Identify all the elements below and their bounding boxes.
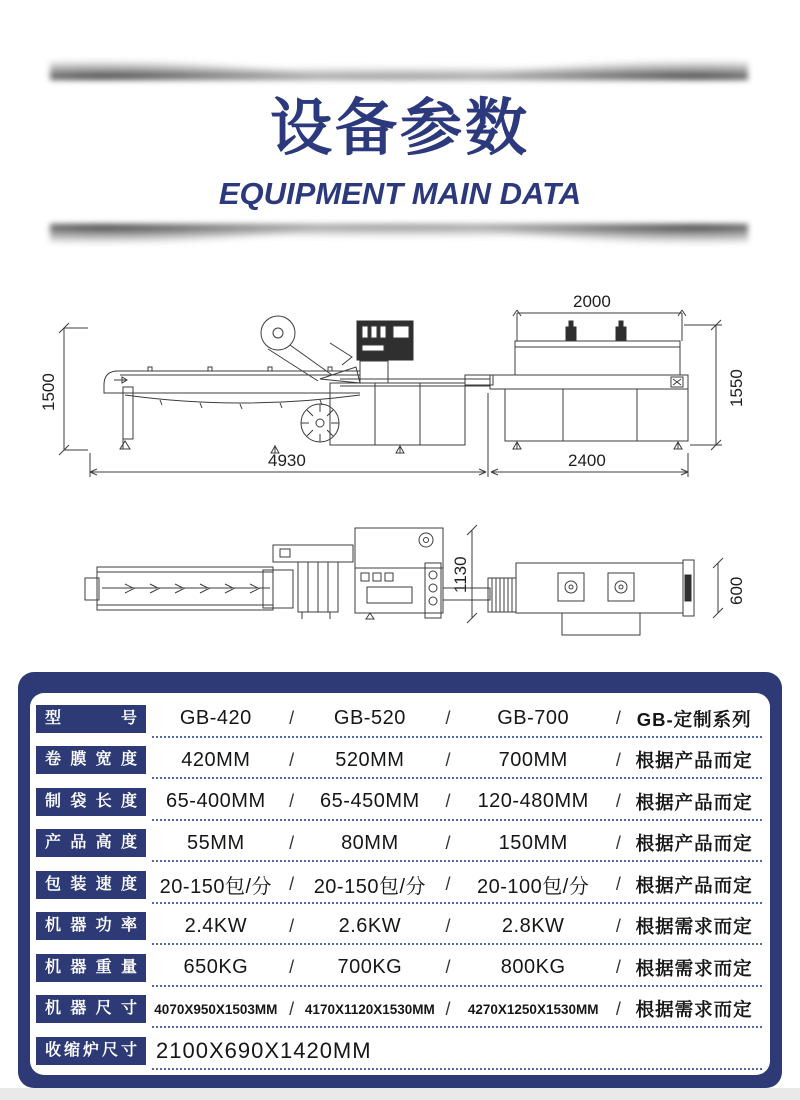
column-separator: / [615,791,621,812]
column-separator: / [615,957,621,978]
dimension-1130 [451,525,477,623]
infeed-conveyor-top [85,567,273,610]
svg-text:600: 600 [727,576,746,605]
row-label: 收缩炉尺寸 [36,1037,146,1065]
cell-value: 4070X950X1503MM [154,1001,278,1017]
table-row-bag-length [30,781,770,823]
cell-value: 420MM [181,748,251,771]
control-panel [357,321,413,360]
cell-value: GB-定制系列 [636,708,752,730]
table-row-film-width [30,740,770,782]
row-label: 包装速度 [36,871,146,899]
dimension-2400 [491,451,688,477]
row-label: 产品高度 [36,829,146,857]
column-separator: / [289,708,295,729]
row-label: 机器尺寸 [36,995,146,1023]
column-separator: / [615,708,621,729]
column-separator: / [289,749,295,770]
svg-text:4930: 4930 [268,451,306,470]
svg-text:2000: 2000 [573,292,611,311]
cell-value: 650KG [183,956,249,979]
column-separator: / [445,957,451,978]
dimension-1550 [684,320,746,450]
page-title: 设备参数 [269,94,530,163]
banner-shadow-bottom [50,224,748,254]
column-separator: / [289,957,295,978]
cell-value: 根据需求而定 [635,957,753,979]
column-separator: / [289,791,295,812]
column-separator: / [445,749,451,770]
column-separator: / [289,832,295,853]
cell-value: 2.8KW [501,914,565,937]
table-row-machine-size [30,989,770,1031]
dimension-600 [713,558,746,618]
cell-value: 4270X1250X1530MM [467,1001,599,1017]
page-bottom-strip [0,1088,800,1100]
table-row-machine-power [30,906,770,948]
cell-value: 根据需求而定 [635,916,753,938]
row-label: 机器重量 [36,954,146,982]
shrink-tunnel [490,292,688,449]
cell-value: 2.4KW [184,914,248,937]
cell-value: GB-520 [333,707,406,730]
column-separator: / [445,998,451,1019]
cell-value: 520MM [335,748,405,771]
cell-value: 20-150包/分 [159,876,273,899]
row-label: 机器功率 [36,912,146,940]
column-separator: / [445,832,451,853]
cell-value: 根据需求而定 [635,999,753,1021]
row-label: 卷膜宽度 [36,746,146,774]
cell-value: 根据产品而定 [635,874,753,896]
cell-value: 150MM [498,831,568,854]
column-separator: / [615,915,621,936]
table-row-product-height [30,823,770,865]
machine-side-view-drawing [30,283,770,493]
svg-text:1130: 1130 [451,556,470,593]
cell-value: GB-420 [179,707,252,730]
column-separator: / [289,874,295,895]
cell-value: 20-100包/分 [477,876,590,899]
film-roll [261,316,360,383]
row-label: 型号 [36,705,146,733]
discharge-and-tunnel-top [443,560,694,635]
row-label: 制袋长度 [36,788,146,816]
cell-value: 2.6KW [338,914,402,937]
cell-value: 700KG [337,956,403,979]
cell-value: 20-150包/分 [313,876,427,899]
svg-text:1500: 1500 [39,373,58,411]
svg-text:1550: 1550 [727,369,746,407]
machine-top-view-drawing [30,505,770,655]
dimension-4930 [90,393,488,477]
cell-value: 根据产品而定 [635,750,753,772]
cell-value: 根据产品而定 [635,791,753,813]
table-row-shrink-oven-size [30,1030,770,1072]
column-separator: / [615,832,621,853]
cell-value: 65-400MM [166,790,266,813]
column-separator: / [445,874,451,895]
column-separator: / [615,749,621,770]
table-row-model [30,698,770,740]
cell-value: 55MM [187,831,245,854]
column-separator: / [445,915,451,936]
page-subtitle: EQUIPMENT MAIN DATA [218,176,582,211]
cell-value: 根据产品而定 [635,833,753,855]
spec-table [30,693,770,1075]
cell-value: 800KG [500,956,566,979]
column-separator: / [289,998,295,1019]
column-separator: / [445,708,451,729]
spec-table-card [18,672,782,1088]
banner-shadow-top [50,50,748,80]
cell-value: 120-480MM [477,790,589,813]
cell-value: GB-700 [497,707,570,730]
wrapper-body-top [263,528,443,619]
cell-value: 4170X1120X1530MM [304,1001,435,1017]
dimension-1500 [39,323,88,455]
column-separator: / [615,998,621,1019]
table-row-machine-weight [30,947,770,989]
cell-value: 65-450MM [320,790,420,813]
svg-text:2400: 2400 [568,451,606,470]
column-separator: / [445,791,451,812]
cell-value: 700MM [498,748,568,771]
column-separator: / [289,915,295,936]
cell-value: 2100X690X1420MM [156,1037,372,1063]
cell-value: 80MM [341,831,399,854]
table-row-packing-speed [30,864,770,906]
column-separator: / [615,874,621,895]
